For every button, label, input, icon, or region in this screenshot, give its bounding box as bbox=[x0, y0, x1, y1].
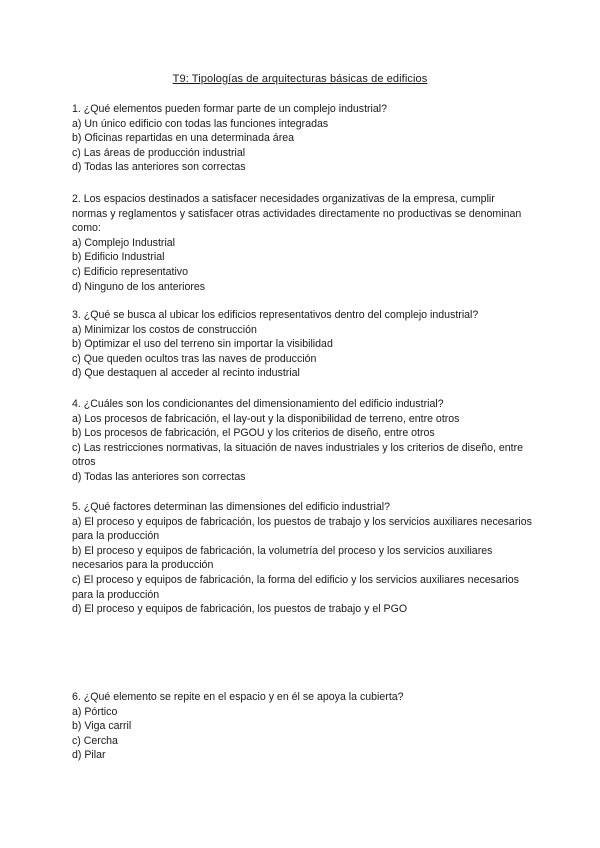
answer-option-a: a) Pórtico bbox=[72, 705, 118, 718]
question-3 bbox=[72, 308, 532, 381]
question-text: 1. ¿Qué elementos pueden formar parte de un complejo industrial? bbox=[72, 103, 388, 115]
answer-option-c: c) Edificio representativo bbox=[72, 265, 188, 278]
question-text: 5. ¿Qué factores determinan las dimensiones del edificio industrial? bbox=[72, 501, 390, 513]
answer-option-d: d) El proceso y equipos de fabricación, los puestos de trabajo y el PGO bbox=[72, 603, 408, 616]
answer-option-b: b) Optimizar el uso del terreno sin importar la visibilidad bbox=[72, 338, 333, 351]
answer-option-b: b) El proceso y equipos de fabricación, la volumetría del proceso y los servicios auxiliares necesarios para la producción bbox=[72, 544, 493, 572]
question-text: 3. ¿Qué se busca al ubicar los edificios representativos dentro del complejo industrial? bbox=[72, 309, 479, 321]
question-4 bbox=[72, 397, 532, 485]
answer-option-b: b) Los procesos de fabricación, el PGOU y los criterios de diseño, entre otros bbox=[72, 427, 435, 440]
answer-option-d: d) Todas las anteriores son correctas bbox=[72, 161, 246, 174]
answer-option-c: c) Cercha bbox=[72, 734, 118, 747]
answer-option-d: d) Ninguno de los anteriores bbox=[72, 280, 206, 293]
answer-option-a: a) Un único edificio con todas las funciones integradas bbox=[72, 117, 329, 130]
answer-option-a: a) Complejo Industrial bbox=[72, 236, 176, 249]
answer-option-d: d) Pilar bbox=[72, 749, 106, 762]
answer-option-a: a) Minimizar los costos de construcción bbox=[72, 323, 257, 336]
answer-option-c: c) El proceso y equipos de fabricación, la forma del edificio y los servicios auxiliares necesarios para la producción bbox=[72, 573, 519, 601]
answer-option-a: a) El proceso y equipos de fabricación, los puestos de trabajo y los servicios auxiliares necesarios para la producción bbox=[72, 515, 532, 543]
question-text: 2. Los espacios destinados a satisfacer necesidades organizativas de la empresa, cumplir normas y reglamentos y satisfacer otras actividades directamente no productivas se denominan como: bbox=[72, 193, 522, 235]
answer-option-c: c) Las restricciones normativas, la situación de naves industriales y los criterios de diseño, entre otros bbox=[72, 441, 524, 469]
question-5 bbox=[72, 500, 532, 617]
page-title: T9: Tipologías de arquitecturas básicas de edificios bbox=[172, 73, 428, 85]
answer-option-b: b) Viga carril bbox=[72, 720, 132, 733]
answer-option-a: a) Los procesos de fabricación, el lay-out y la disponibilidad de terreno, entre otros bbox=[72, 412, 460, 425]
question-1 bbox=[72, 102, 532, 175]
question-6 bbox=[72, 690, 532, 763]
answer-option-d: d) Todas las anteriores son correctas bbox=[72, 470, 246, 483]
question-text: 6. ¿Qué elemento se repite en el espacio y en él se apoya la cubierta? bbox=[72, 691, 404, 703]
question-text: 4. ¿Cuáles son los condicionantes del dimensionamiento del edificio industrial? bbox=[72, 398, 444, 410]
answer-option-b: b) Oficinas repartidas en una determinada área bbox=[72, 132, 295, 145]
answer-option-d: d) Que destaquen al acceder al recinto industrial bbox=[72, 367, 300, 380]
answer-option-c: c) Las áreas de producción industrial bbox=[72, 146, 246, 159]
answer-option-b: b) Edificio Industrial bbox=[72, 251, 165, 264]
answer-option-c: c) Que queden ocultos tras las naves de producción bbox=[72, 352, 317, 365]
question-2 bbox=[72, 192, 532, 294]
